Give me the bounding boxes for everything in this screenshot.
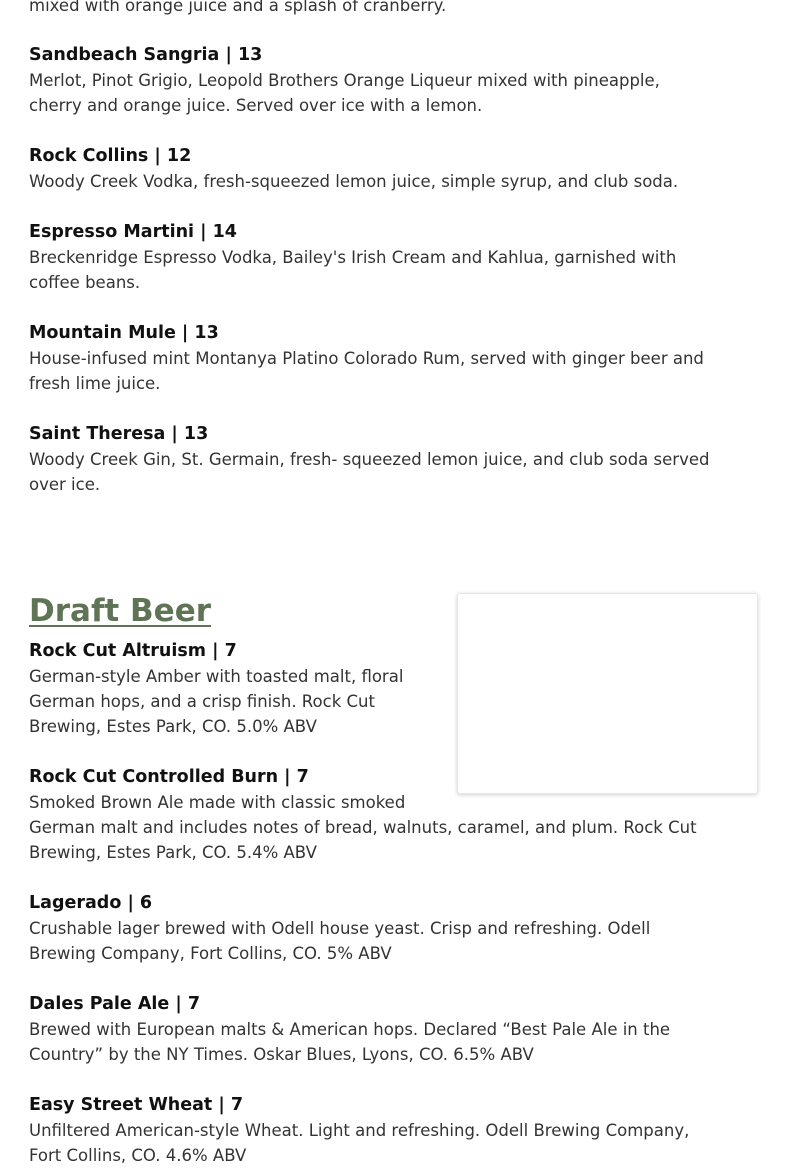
menu-item-title: Espresso Martini | 14 — [29, 222, 237, 242]
menu-item-title: Saint Theresa | 13 — [29, 424, 209, 444]
menu-item-description: German-style Amber with toasted malt, floral — [29, 667, 404, 686]
menu-item-description: Unfiltered American-style Wheat. Light and refreshing. Odell Brewing Company, — [29, 1121, 690, 1140]
menu-item-description: Brewing, Estes Park, CO. 5.0% ABV — [29, 717, 317, 736]
menu-item-description: German malt and includes notes of bread, walnuts, caramel, and plum. Rock Cut — [29, 818, 697, 837]
section-heading-draft-beer: Draft Beer — [29, 593, 212, 629]
menu-item-description: House-infused mint Montanya Platino Colorado Rum, served with ginger beer and — [29, 349, 704, 368]
menu-item-description: Fort Collins, CO. 4.6% ABV — [29, 1146, 247, 1165]
menu-item-description: Woody Creek Gin, St. Germain, fresh- squeezed lemon juice, and club soda served — [29, 450, 710, 469]
menu-item-description: cherry and orange juice. Served over ice with a lemon. — [29, 96, 483, 115]
menu-item-description: Breckenridge Espresso Vodka, Bailey's Irish Cream and Kahlua, garnished with — [29, 248, 677, 267]
menu-item-title: Rock Cut Altruism | 7 — [29, 641, 237, 661]
menu-item-title: Easy Street Wheat | 7 — [29, 1095, 244, 1115]
menu-item-title: Rock Cut Controlled Burn | 7 — [29, 767, 309, 787]
menu-item-title: Lagerado | 6 — [29, 893, 153, 913]
menu-item-description: Country” by the NY Times. Oskar Blues, Lyons, CO. 6.5% ABV — [29, 1045, 534, 1064]
beer-image-placeholder — [457, 593, 758, 794]
menu-item-description: Smoked Brown Ale made with classic smoked — [29, 793, 406, 812]
menu-item-description: Merlot, Pinot Grigio, Leopold Brothers Orange Liqueur mixed with pineapple, — [29, 71, 660, 90]
menu-item-title: Dales Pale Ale | 7 — [29, 994, 201, 1014]
menu-item-title: Mountain Mule | 13 — [29, 323, 219, 343]
cocktail-intro-tail: mixed with orange juice and a splash of cranberry. — [29, 0, 447, 15]
menu-item-description: fresh lime juice. — [29, 374, 161, 393]
menu-item-title: Rock Collins | 12 — [29, 146, 192, 166]
menu-item-description: Brewing Company, Fort Collins, CO. 5% ABV — [29, 944, 392, 963]
menu-item-description: Brewed with European malts & American hops. Declared “Best Pale Ale in the — [29, 1020, 671, 1039]
menu-item-description: Woody Creek Vodka, fresh-squeezed lemon juice, simple syrup, and club soda. — [29, 172, 679, 191]
menu-item-description: German hops, and a crisp finish. Rock Cut — [29, 692, 375, 711]
menu-item-title: Sandbeach Sangria | 13 — [29, 45, 263, 65]
menu-item-description: coffee beans. — [29, 273, 141, 292]
menu-item-description: Crushable lager brewed with Odell house yeast. Crisp and refreshing. Odell — [29, 919, 651, 938]
menu-item-description: Brewing, Estes Park, CO. 5.4% ABV — [29, 843, 317, 862]
menu-item-description: over ice. — [29, 475, 101, 494]
